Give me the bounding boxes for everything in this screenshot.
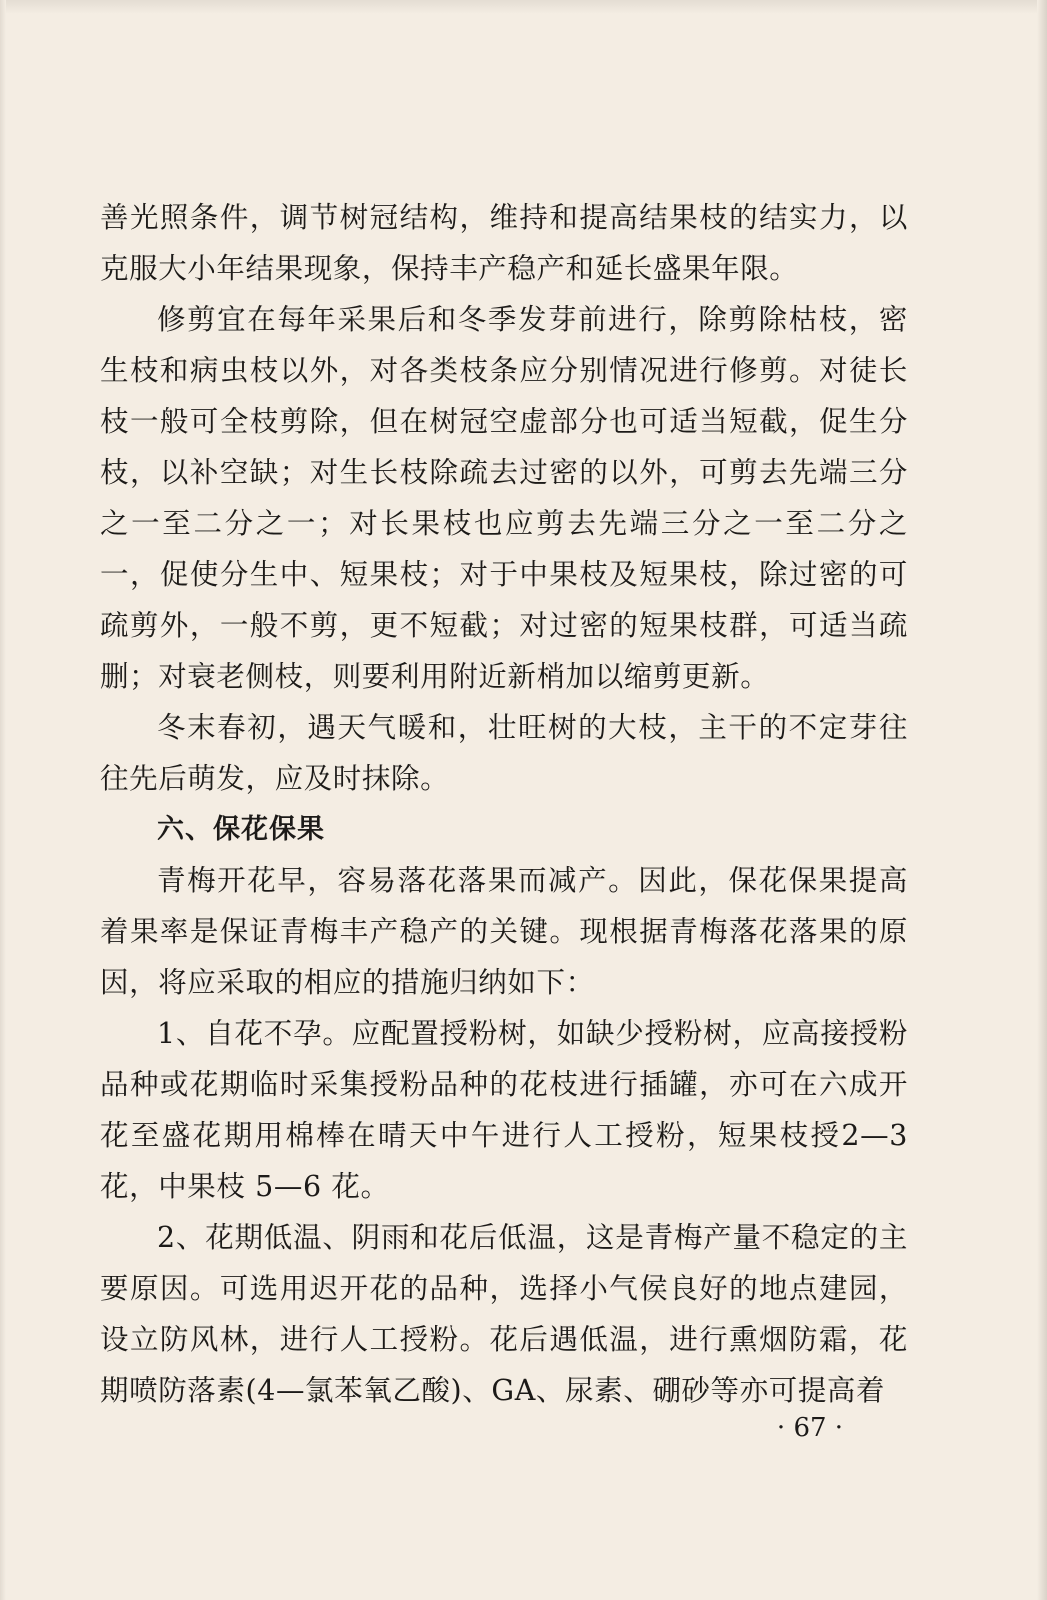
paragraph-low-temperature: 2、花期低温、阴雨和花后低温，这是青梅产量不稳定的主要原因。可选用迟开花的品种，选择小气侯良好的地点建园，设立防风林，进行人工授粉。花后遇低温，进行熏烟防霜，花期喷防落素(4—氯苯氧乙酸)、GA、尿素、硼砂等亦可提高着: [100, 1221, 908, 1407]
page-number: · 67 ·: [776, 1413, 844, 1443]
scan-edge-top: [0, 0, 1047, 14]
body-text: [100, 192, 908, 1416]
paragraph-pruning: 修剪宜在每年采果后和冬季发芽前进行，除剪除枯枝，密生枝和病虫枝以外，对各类枝条应分别情况进行修剪。对徒长枝一般可全枝剪除，但在树冠空虚部分也可适当短截，促生分枝，以补空缺；对生长枝除疏去过密的以外，可剪去先端三分之一至二分之一；对长果枝也应剪去先端三分之一至二分之一，促使分生中、短果枝；对于中果枝及短果枝，除过密的可疏剪外，一般不剪，更不短截；对过密的短果枝群，可适当疏删；对衰老侧枝，则要利用附近新梢加以缩剪更新。: [100, 303, 908, 693]
scan-edge-right: [1037, 0, 1047, 1600]
section-heading: 六、保花保果: [157, 814, 325, 845]
scan-edge-left: [0, 0, 6, 1600]
paragraph-winter-buds: 冬末春初，遇天气暖和，壮旺树的大枝，主干的不定芽往往先后萌发，应及时抹除。: [100, 711, 908, 795]
paragraph-fruit-set: 青梅开花早，容易落花落果而减产。因此，保花保果提高着果率是保证青梅丰产稳产的关键。现根据青梅落花落果的原因，将应采取的相应的措施归纳如下：: [100, 864, 908, 999]
paragraph-continued: 善光照条件，调节树冠结构，维持和提高结果枝的结实力，以克服大小年结果现象，保持丰产稳产和延长盛果年限。: [100, 201, 908, 285]
paragraph-self-sterility: 1、自花不孕。应配置授粉树，如缺少授粉树，应高接授粉品种或花期临时采集授粉品种的花枝进行插罐，亦可在六成开花至盛花期用棉棒在晴天中午进行人工授粉，短果枝授2—3 花，中果枝 5—6 花。: [100, 1017, 908, 1203]
